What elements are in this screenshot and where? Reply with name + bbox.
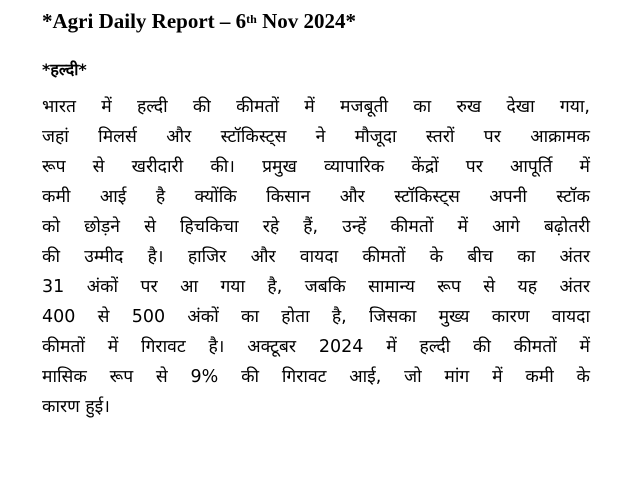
- paragraph-line: कारण हुई।: [42, 397, 110, 417]
- report-paragraph: [42, 92, 590, 422]
- paragraph-line: कमी आई है क्योंकि किसान और स्टॉकिस्ट्स अपनी स्टॉक: [42, 187, 590, 207]
- paragraph-line: रूप से खरीदारी की। प्रमुख व्यापारिक केंद्रों पर आपूर्ति में: [42, 157, 590, 177]
- paragraph-line: 31 अंकों पर आ गया है, जबकि सामान्य रूप से यह अंतर: [42, 277, 590, 297]
- paragraph-line: 400 से 500 अंकों का होता है, जिसका मुख्य कारण वायदा: [42, 307, 590, 327]
- report-title: [42, 8, 356, 34]
- paragraph-line: कीमतों में गिरावट है। अक्टूबर 2024 में हल्दी की कीमतों में: [42, 337, 590, 357]
- report-title-suffix: Nov 2024*: [256, 9, 356, 33]
- section-heading: *हल्दी*: [42, 60, 87, 79]
- paragraph-line: को छोड़ने से हिचकिचा रहे हैं, उन्हें कीमतों में आगे बढ़ोतरी: [42, 217, 590, 237]
- report-title-prefix: *Agri Daily Report – 6: [42, 9, 247, 33]
- paragraph-line: भारत में हल्दी की कीमतों में मजबूती का रुख देखा गया,: [42, 97, 590, 117]
- report-title-ordinal-suffix: th: [246, 12, 257, 26]
- paragraph-line: की उम्मीद है। हाजिर और वायदा कीमतों के बीच का अंतर: [42, 247, 590, 267]
- paragraph-line: जहां मिलर्स और स्टॉकिस्ट्स ने मौजूदा स्तरों पर आक्रामक: [42, 127, 590, 147]
- paragraph-line: मासिक रूप से 9% की गिरावट आई, जो मांग में कमी के: [42, 367, 590, 387]
